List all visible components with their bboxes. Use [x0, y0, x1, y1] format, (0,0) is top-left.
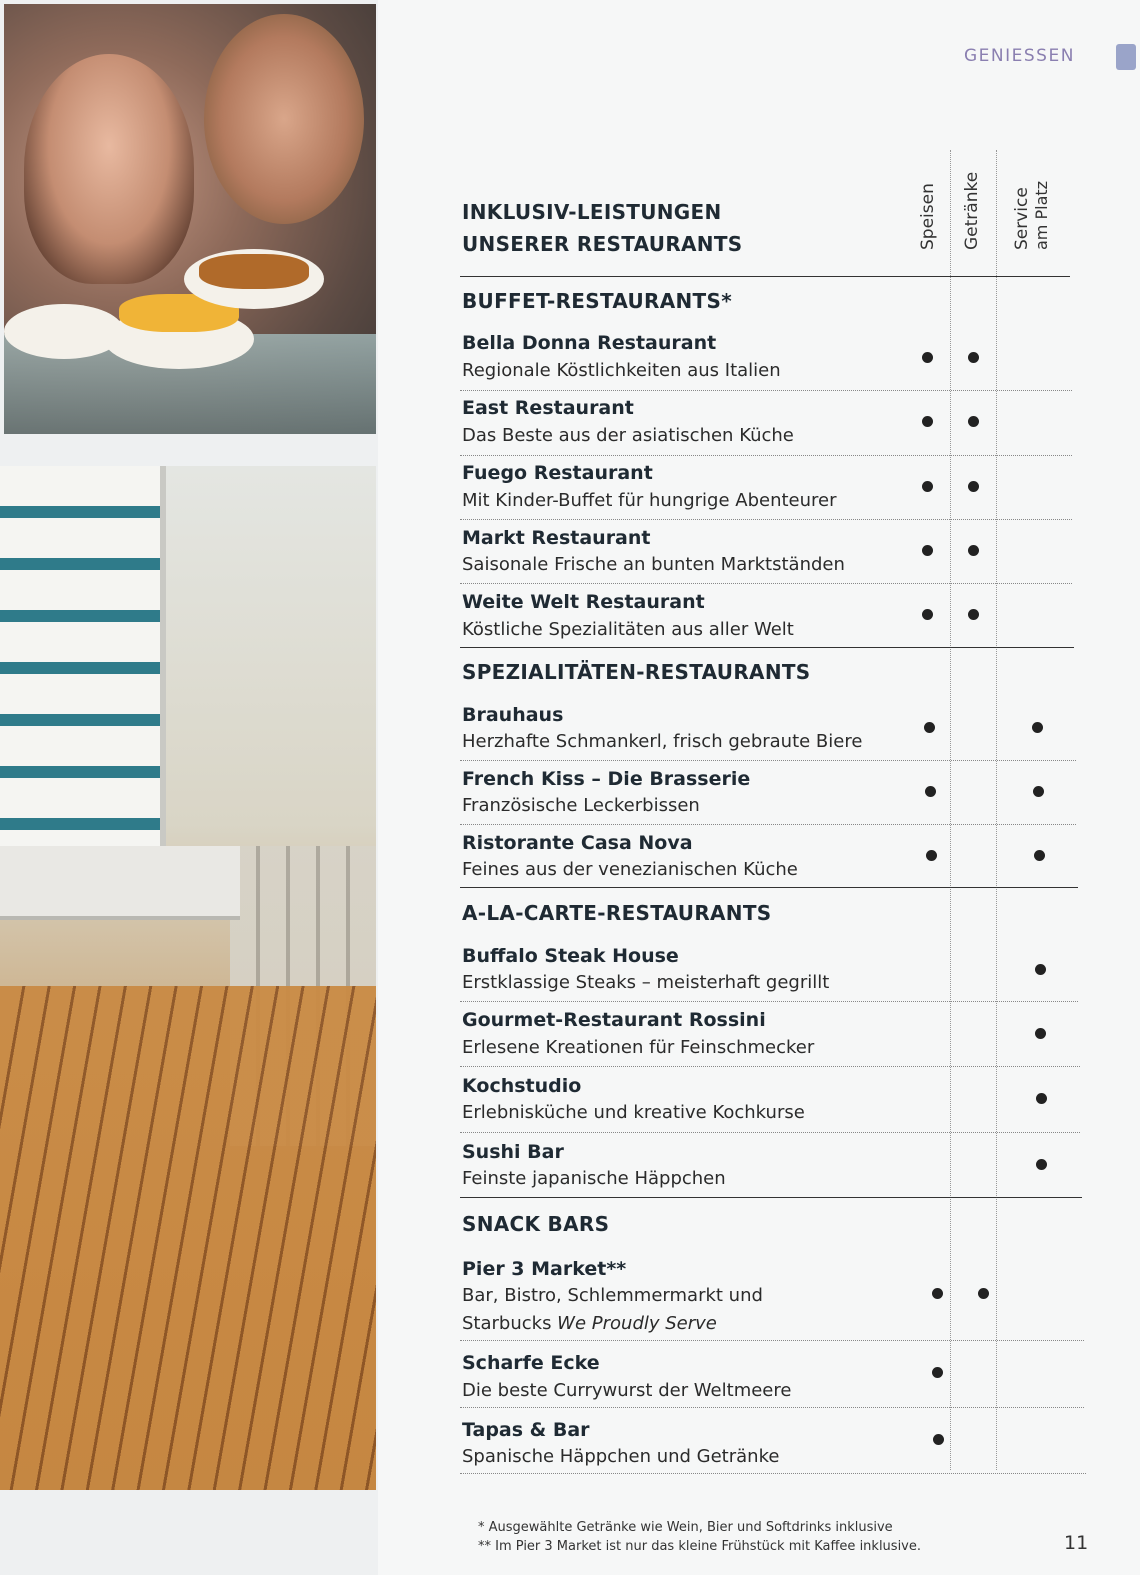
restaurant-name: Buffalo Steak House	[462, 945, 679, 967]
service-dot	[1035, 964, 1046, 975]
restaurant-name: East Restaurant	[462, 397, 634, 419]
row-divider	[460, 824, 1076, 825]
restaurant-name: Ristorante Casa Nova	[462, 832, 693, 854]
category-rule	[460, 1197, 1082, 1198]
row-divider	[460, 1001, 1078, 1002]
restaurant-desc: Feines aus der venezianischen Küche	[462, 859, 798, 880]
restaurant-desc-line-2	[462, 1313, 717, 1334]
category-title-snack-bars: SNACK BARS	[462, 1212, 610, 1236]
row-divider	[460, 1407, 1084, 1408]
restaurant-name: Pier 3 Market**	[462, 1258, 627, 1280]
restaurant-desc: Erstklassige Steaks – meisterhaft gegrillt	[462, 972, 830, 993]
restaurant-desc: Erlebnisküche und kreative Kochkurse	[462, 1102, 805, 1123]
getraenke-dot	[978, 1288, 989, 1299]
col-header-am-platz: am Platz	[1032, 180, 1051, 250]
speisen-dot	[932, 1288, 943, 1299]
restaurant-name: Scharfe Ecke	[462, 1352, 600, 1374]
ship-deck-photo	[0, 466, 376, 1490]
restaurant-name: Bella Donna Restaurant	[462, 332, 717, 354]
getraenke-dot	[968, 481, 979, 492]
speisen-dot	[922, 481, 933, 492]
restaurant-desc: Saisonale Frische an bunten Marktständen	[462, 554, 845, 575]
col-header-speisen: Speisen	[918, 183, 938, 250]
title-line-1: INKLUSIV-LEISTUNGEN	[462, 200, 722, 224]
col-header-getraenke: Getränke	[962, 171, 982, 250]
speisen-dot	[922, 609, 933, 620]
restaurant-name: Markt Restaurant	[462, 527, 651, 549]
restaurant-name: Fuego Restaurant	[462, 462, 653, 484]
restaurant-desc: Mit Kinder-Buffet für hungrige Abenteurer	[462, 490, 837, 511]
row-divider	[460, 583, 1072, 584]
restaurant-desc: Feinste japanische Häppchen	[462, 1168, 726, 1189]
row-divider	[460, 760, 1076, 761]
corner-mark	[1116, 44, 1136, 70]
restaurant-desc: Die beste Currywurst der Weltmeere	[462, 1380, 792, 1401]
column-divider-1	[950, 150, 951, 1470]
speisen-dot	[924, 722, 935, 733]
service-dot	[1036, 1093, 1047, 1104]
service-dot	[1035, 1028, 1046, 1039]
restaurant-name: French Kiss – Die Brasserie	[462, 768, 751, 790]
col-header-service: Service	[1012, 187, 1032, 250]
restaurant-name: Kochstudio	[462, 1075, 582, 1097]
service-dot	[1032, 722, 1043, 733]
desc-italic: We Proudly Serve	[557, 1313, 717, 1334]
couple-eating-photo	[4, 4, 376, 434]
speisen-dot	[922, 352, 933, 363]
restaurant-desc: Köstliche Spezialitäten aus aller Welt	[462, 619, 794, 640]
left-page	[0, 0, 378, 1575]
section-label: GENIESSEN	[964, 46, 1075, 66]
restaurant-name: Brauhaus	[462, 704, 564, 726]
category-rule	[460, 887, 1078, 888]
category-title-buffet: BUFFET-RESTAURANTS*	[462, 289, 732, 313]
restaurant-desc: Erlesene Kreationen für Feinschmecker	[462, 1037, 815, 1058]
restaurant-desc: Französische Leckerbissen	[462, 795, 700, 816]
row-divider	[460, 1066, 1080, 1067]
restaurant-name: Tapas & Bar	[462, 1419, 590, 1441]
getraenke-dot	[968, 609, 979, 620]
speisen-dot	[926, 850, 937, 861]
restaurant-desc: Herzhafte Schmankerl, frisch gebraute Biere	[462, 731, 863, 752]
row-divider	[460, 1473, 1086, 1474]
restaurant-desc: Bar, Bistro, Schlemmermarkt und	[462, 1285, 763, 1306]
getraenke-dot	[968, 352, 979, 363]
getraenke-dot	[968, 545, 979, 556]
service-dot	[1033, 786, 1044, 797]
service-dot	[1034, 850, 1045, 861]
row-divider	[460, 519, 1072, 520]
category-title-spezialitaeten: SPEZIALITÄTEN-RESTAURANTS	[462, 660, 811, 684]
service-dot	[1036, 1159, 1047, 1170]
speisen-dot	[925, 786, 936, 797]
row-divider	[460, 1340, 1084, 1341]
speisen-dot	[932, 1367, 943, 1378]
row-divider	[460, 1132, 1080, 1133]
footnote-1: * Ausgewählte Getränke wie Wein, Bier und Softdrinks inklusive	[478, 1520, 893, 1535]
header-rule	[460, 276, 1070, 277]
page-number: 11	[1064, 1532, 1089, 1554]
restaurant-desc: Regionale Köstlichkeiten aus Italien	[462, 360, 781, 381]
footnote-2: ** Im Pier 3 Market ist nur das kleine Frühstück mit Kaffee inklusive.	[478, 1539, 922, 1554]
row-divider	[460, 390, 1072, 391]
restaurant-desc: Das Beste aus der asiatischen Küche	[462, 425, 794, 446]
restaurant-name: Sushi Bar	[462, 1141, 564, 1163]
getraenke-dot	[968, 416, 979, 427]
speisen-dot	[922, 545, 933, 556]
title-line-2: UNSERER RESTAURANTS	[462, 232, 743, 256]
desc-plain: Starbucks	[462, 1313, 558, 1334]
restaurant-name: Gourmet-Restaurant Rossini	[462, 1009, 766, 1031]
speisen-dot	[933, 1434, 944, 1445]
category-title-a-la-carte: A-LA-CARTE-RESTAURANTS	[462, 901, 772, 925]
row-divider	[460, 455, 1072, 456]
category-rule	[460, 647, 1074, 648]
speisen-dot	[922, 416, 933, 427]
column-divider-2	[996, 150, 997, 1470]
page-title	[462, 196, 743, 260]
restaurant-desc: Spanische Häppchen und Getränke	[462, 1446, 780, 1467]
restaurant-name: Weite Welt Restaurant	[462, 591, 705, 613]
